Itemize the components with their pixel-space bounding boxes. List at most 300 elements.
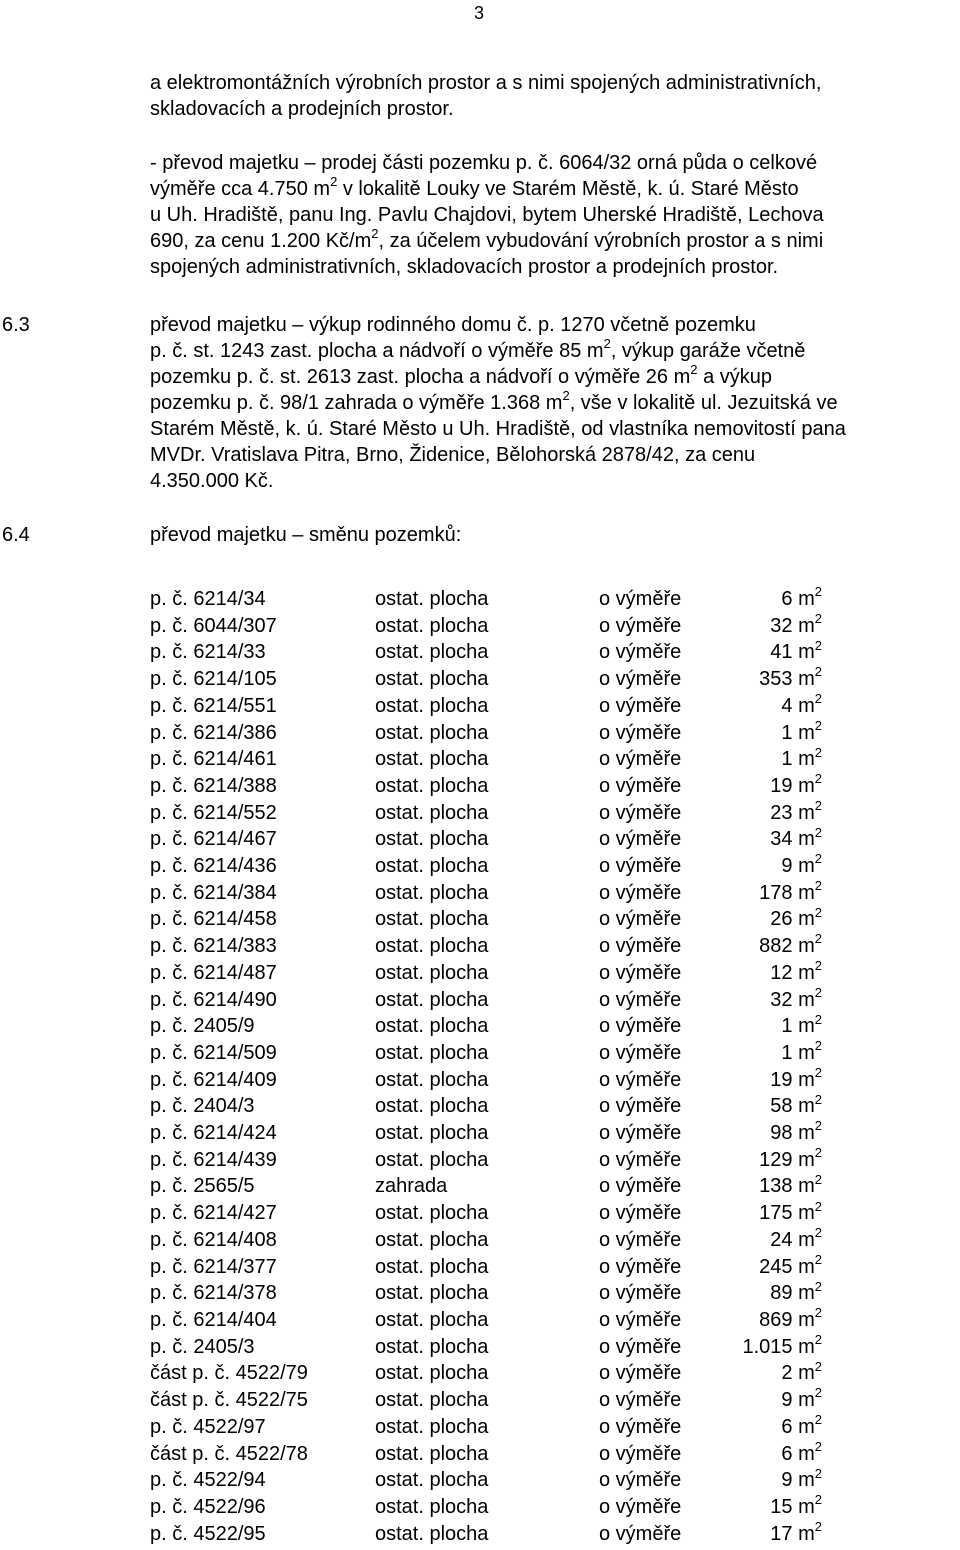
parcel-area	[704, 1280, 822, 1307]
area-value: 34	[770, 828, 793, 851]
area-unit-exponent: 2	[814, 851, 822, 867]
area-unit-exponent: 2	[814, 1385, 822, 1401]
parcel-id: p. č. 6214/427	[150, 1202, 277, 1225]
table-row	[150, 826, 822, 853]
area-unit: m	[798, 614, 815, 637]
area-value: 19	[770, 774, 793, 797]
parcel-area	[704, 1093, 822, 1120]
parcel-type: ostat. plocha	[375, 961, 489, 984]
parcel-type: ostat. plocha	[375, 614, 489, 637]
area-unit-exponent: 2	[814, 824, 822, 840]
parcel-area	[704, 693, 822, 720]
parcel-id: p. č. 6214/490	[150, 988, 277, 1011]
area-unit-exponent: 2	[814, 1145, 822, 1161]
area-value: 138	[759, 1175, 793, 1198]
sale-line-2: výměře cca 4.750 $m^2$ v lokalitě Louky ve Starém Městě, k. ú. Staré Město	[150, 174, 799, 200]
area-value: 6	[781, 1442, 793, 1465]
parcel-type: ostat. plocha	[375, 855, 489, 878]
section-6-4-number: 6.4	[2, 524, 30, 546]
area-label: o výměře	[599, 1148, 682, 1171]
table-row	[150, 666, 822, 693]
page-number: 3	[474, 3, 485, 23]
parcel-area	[704, 613, 822, 640]
area-unit: m	[798, 1122, 815, 1145]
area-unit-exponent: 2	[814, 878, 822, 894]
parcel-id: p. č. 4522/96	[150, 1495, 266, 1518]
parcel-id: p. č. 2565/5	[150, 1175, 255, 1198]
parcel-area	[704, 1200, 822, 1227]
area-label: o výměře	[599, 668, 682, 691]
area-label: o výměře	[599, 1255, 682, 1278]
area-value: 9	[781, 1469, 793, 1492]
area-unit: m	[798, 694, 815, 717]
area-label: o výměře	[599, 1122, 682, 1145]
table-row	[150, 1173, 822, 1200]
intro-paragraph	[150, 70, 960, 122]
area-label: o výměře	[599, 961, 682, 984]
area-unit: m	[798, 988, 815, 1011]
area-value: 32	[770, 988, 793, 1011]
parcel-type: ostat. plocha	[375, 881, 489, 904]
parcel-id: p. č. 6214/467	[150, 828, 277, 851]
section-6-4-heading: převod majetku – směnu pozemků:	[150, 524, 462, 546]
area-unit-exponent: 2	[814, 1038, 822, 1054]
parcel-id: p. č. 6214/404	[150, 1308, 277, 1331]
parcel-area	[704, 1013, 822, 1040]
area-unit-exponent: 2	[814, 691, 822, 707]
parcel-id: p. č. 6214/105	[150, 668, 277, 691]
parcel-type: ostat. plocha	[375, 1015, 489, 1038]
parcel-id: p. č. 2405/9	[150, 1015, 255, 1038]
parcel-type: zahrada	[375, 1175, 448, 1198]
parcel-type: ostat. plocha	[375, 908, 489, 931]
parcel-area	[704, 1307, 822, 1334]
area-label: o výměře	[599, 828, 682, 851]
parcel-id: p. č. 6214/34	[150, 588, 266, 610]
area-unit: m	[798, 1255, 815, 1278]
area-unit-exponent: 2	[814, 1091, 822, 1107]
area-value: 4	[781, 694, 793, 717]
parcel-type: ostat. plocha	[375, 1415, 489, 1438]
parcel-id: p. č. 6214/388	[150, 774, 277, 797]
area-unit: m	[798, 1228, 815, 1251]
area-unit: m	[798, 1068, 815, 1091]
area-unit-exponent: 2	[814, 1465, 822, 1481]
s63-line-7: 4.350.000 Kč.	[150, 470, 274, 492]
parcel-type: ostat. plocha	[375, 1308, 489, 1331]
area-label: o výměře	[599, 1522, 682, 1545]
area-label: o výměře	[599, 1068, 682, 1091]
area-value: 58	[770, 1095, 793, 1118]
parcel-area	[704, 1414, 822, 1441]
parcel-type: ostat. plocha	[375, 1202, 489, 1225]
area-unit-exponent: 2	[814, 1438, 822, 1454]
table-row	[150, 906, 822, 933]
area-unit-exponent: 2	[814, 1225, 822, 1241]
area-unit: m	[798, 668, 815, 691]
table-row	[150, 1414, 822, 1441]
area-value: 26	[770, 908, 793, 931]
parcel-area	[704, 1147, 822, 1174]
table-row	[150, 853, 822, 880]
area-label: o výměře	[599, 694, 682, 717]
area-unit-exponent: 2	[814, 717, 822, 733]
parcel-type: ostat. plocha	[375, 1522, 489, 1545]
parcel-area	[704, 1438, 822, 1468]
parcel-id: část p. č. 4522/78	[150, 1442, 308, 1465]
parcel-area	[704, 1360, 822, 1387]
area-value: 245	[759, 1255, 793, 1278]
area-value: 1	[781, 748, 793, 771]
area-unit: m	[798, 1282, 815, 1305]
parcel-id: část p. č. 4522/79	[150, 1362, 308, 1385]
sale-line-4: 690, za cenu 1.200 $Kč/m^2$, za účelem vybudování výrobních prostor a s nimi	[150, 226, 824, 252]
area-unit: m	[798, 1148, 815, 1171]
area-value: 32	[770, 614, 793, 637]
area-value: 15	[770, 1495, 793, 1518]
s63-line-4: pozemku p. č. 98/1 zahrada o výměře 1.368 $m^2$, vše v lokalitě ul. Jezuitská ve	[150, 388, 838, 414]
area-unit: m	[798, 1015, 815, 1038]
area-label: o výměře	[599, 1442, 682, 1465]
parcel-id: p. č. 6214/551	[150, 694, 277, 717]
parcel-table-body	[150, 586, 822, 1547]
table-row	[150, 1093, 822, 1120]
area-label: o výměře	[599, 855, 682, 878]
table-row	[150, 746, 822, 773]
area-unit-exponent: 2	[814, 1305, 822, 1321]
table-row	[150, 773, 822, 800]
parcel-area	[704, 1494, 822, 1521]
parcel-type: ostat. plocha	[375, 1282, 489, 1305]
s63-line-5: Starém Městě, k. ú. Staré Město u Uh. Hradiště, od vlastníka nemovitostí pana	[150, 418, 846, 440]
area-unit-exponent: 2	[814, 1412, 822, 1428]
parcel-type: ostat. plocha	[375, 641, 489, 664]
area-unit-exponent: 2	[814, 1332, 822, 1348]
area-value: 882	[759, 935, 793, 958]
table-row	[150, 960, 822, 987]
area-unit-exponent: 2	[814, 1011, 822, 1027]
parcel-area	[704, 1040, 822, 1067]
section-6-3-text	[150, 312, 960, 494]
sale-line-1: - převod majetku – prodej části pozemku p. č. 6064/32 orná půda o celkové	[150, 152, 818, 174]
area-unit: m	[798, 721, 815, 744]
area-unit: m	[798, 1041, 815, 1064]
table-row	[150, 987, 822, 1014]
parcel-type: ostat. plocha	[375, 694, 489, 717]
table-row	[150, 1200, 822, 1227]
area-unit: m	[798, 801, 815, 824]
area-label: o výměře	[599, 1095, 682, 1118]
parcel-area	[704, 984, 822, 1014]
area-label: o výměře	[599, 1228, 682, 1251]
area-value: 6	[781, 1415, 793, 1438]
area-unit: m	[798, 1202, 815, 1225]
area-value: 129	[759, 1148, 793, 1171]
parcel-type: ostat. plocha	[375, 1041, 489, 1064]
parcel-area	[704, 1467, 822, 1494]
area-value: 19	[770, 1068, 793, 1091]
area-unit: m	[798, 1522, 815, 1545]
area-value: 353	[759, 668, 793, 691]
area-label: o výměře	[599, 1015, 682, 1038]
parcel-id: p. č. 6214/408	[150, 1228, 277, 1251]
area-value: 1	[781, 1015, 793, 1038]
parcel-id: p. č. 6214/436	[150, 855, 277, 878]
area-unit-exponent: 2	[814, 1358, 822, 1374]
area-unit: m	[798, 1415, 815, 1438]
parcel-id: p. č. 2405/3	[150, 1335, 255, 1358]
intro-line: skladovacích a prodejních prostor.	[150, 98, 454, 120]
area-label: o výměře	[599, 908, 682, 931]
parcel-area	[704, 826, 822, 853]
parcel-type: ostat. plocha	[375, 1068, 489, 1091]
parcel-type: ostat. plocha	[375, 988, 489, 1011]
table-row	[150, 1227, 822, 1254]
area-label: o výměře	[599, 1362, 682, 1385]
area-unit: m	[798, 1442, 815, 1465]
parcel-area	[704, 1067, 822, 1094]
area-label: o výměře	[599, 1202, 682, 1225]
area-label: o výměře	[599, 748, 682, 771]
area-unit: m	[798, 935, 815, 958]
area-unit-exponent: 2	[814, 904, 822, 920]
parcel-type: ostat. plocha	[375, 1442, 489, 1465]
table-row	[150, 1067, 822, 1094]
table-row	[150, 1040, 822, 1067]
parcel-table	[150, 586, 822, 1547]
area-unit: m	[798, 748, 815, 771]
sale-line-3: u Uh. Hradiště, panu Ing. Pavlu Chajdovi, bytem Uherské Hradiště, Lechova	[150, 204, 824, 226]
table-row	[150, 1254, 822, 1281]
parcel-id: p. č. 6214/378	[150, 1282, 277, 1305]
parcel-area	[704, 1251, 822, 1281]
transfer-sale-paragraph	[150, 150, 960, 280]
table-row	[150, 880, 822, 907]
area-value: 9	[781, 855, 793, 878]
parcel-type: ostat. plocha	[375, 1335, 489, 1358]
parcel-id: p. č. 6044/307	[150, 614, 277, 637]
area-unit-exponent: 2	[814, 1171, 822, 1187]
parcel-id: p. č. 2404/3	[150, 1095, 255, 1118]
table-row	[150, 1120, 822, 1147]
area-label: o výměře	[599, 1335, 682, 1358]
area-unit: m	[798, 1362, 815, 1385]
area-unit: m	[798, 774, 815, 797]
parcel-type: ostat. plocha	[375, 801, 489, 824]
parcel-type: ostat. plocha	[375, 1389, 489, 1412]
area-unit-exponent: 2	[814, 1198, 822, 1214]
parcel-area	[704, 906, 822, 933]
parcel-type: ostat. plocha	[375, 1122, 489, 1145]
parcel-type: ostat. plocha	[375, 1255, 489, 1278]
parcel-id: p. č. 4522/95	[150, 1522, 266, 1545]
s63-line-3: pozemku p. č. st. 2613 zast. plocha a nádvoří o výměře 26 $m^2$ a výkup	[150, 362, 772, 388]
area-unit-exponent: 2	[814, 958, 822, 974]
area-unit: m	[798, 1389, 815, 1412]
area-unit-exponent: 2	[814, 584, 822, 600]
area-value: 9	[781, 1389, 793, 1412]
area-label: o výměře	[599, 881, 682, 904]
area-value: 869	[759, 1308, 793, 1331]
area-value: 12	[770, 961, 793, 984]
parcel-type: ostat. plocha	[375, 748, 489, 771]
area-label: o výměře	[599, 721, 682, 744]
area-label: o výměře	[599, 1495, 682, 1518]
section-6-3-number: 6.3	[2, 314, 30, 336]
parcel-area	[704, 1387, 822, 1414]
table-row	[150, 586, 822, 613]
table-row	[150, 1467, 822, 1494]
area-value: 1	[781, 1041, 793, 1064]
area-value: 23	[770, 801, 793, 824]
area-label: o výměře	[599, 1469, 682, 1492]
area-label: o výměře	[599, 774, 682, 797]
parcel-type: ostat. plocha	[375, 1495, 489, 1518]
table-row	[150, 693, 822, 720]
parcel-type: ostat. plocha	[375, 1228, 489, 1251]
area-label: o výměře	[599, 1389, 682, 1412]
area-unit: m	[798, 588, 815, 610]
s63-line-6: MVDr. Vratislava Pitra, Brno, Židenice, Bělohorská 2878/42, za cenu	[150, 444, 756, 466]
table-row	[150, 1280, 822, 1307]
table-row	[150, 1521, 822, 1548]
s63-line-2: p. č. st. 1243 zast. plocha a nádvoří o výměře 85 $m^2$, výkup garáže včetně	[150, 336, 806, 362]
parcel-area	[704, 853, 822, 880]
area-unit: m	[798, 1469, 815, 1492]
parcel-id: p. č. 6214/424	[150, 1122, 277, 1145]
area-value: 24	[770, 1228, 793, 1251]
parcel-id: p. č. 6214/458	[150, 908, 277, 931]
parcel-id: p. č. 6214/487	[150, 961, 277, 984]
parcel-type: ostat. plocha	[375, 1469, 489, 1492]
parcel-type: ostat. plocha	[375, 1362, 489, 1385]
area-unit-exponent: 2	[814, 1278, 822, 1294]
area-unit-exponent: 2	[814, 931, 822, 947]
parcel-area	[704, 1173, 822, 1200]
area-value: 175	[759, 1202, 793, 1225]
parcel-area	[704, 880, 822, 907]
parcel-area	[704, 1120, 822, 1147]
area-unit-exponent: 2	[814, 611, 822, 627]
parcel-area	[704, 717, 822, 747]
parcel-area	[704, 666, 822, 693]
parcel-type: ostat. plocha	[375, 588, 489, 610]
area-value: 2	[781, 1362, 793, 1385]
table-row	[150, 639, 822, 666]
area-unit-exponent: 2	[814, 637, 822, 653]
table-row	[150, 613, 822, 640]
parcel-type: ostat. plocha	[375, 828, 489, 851]
area-value: 41	[770, 641, 793, 664]
parcel-id: p. č. 6214/33	[150, 641, 266, 664]
area-value: 1	[781, 721, 793, 744]
parcel-area	[704, 1227, 822, 1254]
parcel-type: ostat. plocha	[375, 1148, 489, 1171]
parcel-area	[704, 797, 822, 827]
area-value: 178	[759, 881, 793, 904]
table-row	[150, 1147, 822, 1174]
area-unit-exponent: 2	[814, 744, 822, 760]
area-value: 17	[770, 1522, 793, 1545]
area-unit: m	[798, 1095, 815, 1118]
parcel-type: ostat. plocha	[375, 721, 489, 744]
parcel-id: p. č. 6214/439	[150, 1148, 277, 1171]
area-unit: m	[798, 1175, 815, 1198]
parcel-id: p. č. 6214/509	[150, 1041, 277, 1064]
parcel-area	[704, 639, 822, 666]
area-unit-exponent: 2	[814, 1065, 822, 1080]
sale-line-5: spojených administrativních, skladovacích prostor a prodejních prostor.	[150, 256, 779, 278]
parcel-id: část p. č. 4522/75	[150, 1389, 308, 1412]
area-label: o výměře	[599, 1041, 682, 1064]
area-label: o výměře	[599, 935, 682, 958]
area-value: 6	[781, 588, 793, 610]
parcel-type: ostat. plocha	[375, 668, 489, 691]
area-label: o výměře	[599, 1175, 682, 1198]
area-unit: m	[798, 881, 815, 904]
area-value: 98	[770, 1122, 793, 1145]
table-row	[150, 1307, 822, 1334]
area-unit-exponent: 2	[814, 1518, 822, 1534]
area-unit: m	[798, 641, 815, 664]
table-row	[150, 933, 822, 960]
area-unit: m	[798, 1495, 815, 1518]
table-row	[150, 1387, 822, 1414]
area-label: o výměře	[599, 1415, 682, 1438]
parcel-area	[704, 773, 822, 800]
area-label: o výměře	[599, 1308, 682, 1331]
area-label: o výměře	[599, 988, 682, 1011]
table-row	[150, 720, 822, 747]
parcel-area	[704, 1518, 822, 1548]
parcel-type: ostat. plocha	[375, 774, 489, 797]
parcel-id: p. č. 6214/409	[150, 1068, 277, 1091]
parcel-id: p. č. 6214/386	[150, 721, 277, 744]
parcel-id: p. č. 6214/383	[150, 935, 277, 958]
parcel-type: ostat. plocha	[375, 1095, 489, 1118]
area-unit: m	[798, 1308, 815, 1331]
area-unit: m	[798, 1335, 815, 1358]
parcel-area	[704, 960, 822, 987]
area-label: o výměře	[599, 801, 682, 824]
area-label: o výměře	[599, 1282, 682, 1305]
parcel-area	[704, 746, 822, 773]
area-unit-exponent: 2	[814, 984, 822, 1000]
table-row	[150, 1013, 822, 1040]
parcel-area	[704, 933, 822, 960]
area-value: 1.015	[742, 1335, 793, 1358]
area-label: o výměře	[599, 588, 682, 610]
parcel-area	[704, 1334, 822, 1361]
parcel-id: p. č. 4522/97	[150, 1415, 266, 1438]
parcel-id: p. č. 6214/552	[150, 801, 277, 824]
area-unit-exponent: 2	[814, 1492, 822, 1508]
parcel-id: p. č. 4522/94	[150, 1469, 266, 1492]
parcel-area	[704, 586, 822, 613]
area-unit: m	[798, 855, 815, 878]
parcel-id: p. č. 6214/384	[150, 881, 277, 904]
table-row	[150, 800, 822, 827]
table-row	[150, 1360, 822, 1387]
area-unit: m	[798, 961, 815, 984]
area-unit: m	[798, 828, 815, 851]
table-row	[150, 1441, 822, 1468]
parcel-type: ostat. plocha	[375, 935, 489, 958]
s63-line-1: převod majetku – výkup rodinného domu č. p. 1270 včetně pozemku	[150, 314, 756, 336]
table-row	[150, 1494, 822, 1521]
area-label: o výměře	[599, 614, 682, 637]
area-unit-exponent: 2	[814, 1118, 822, 1134]
